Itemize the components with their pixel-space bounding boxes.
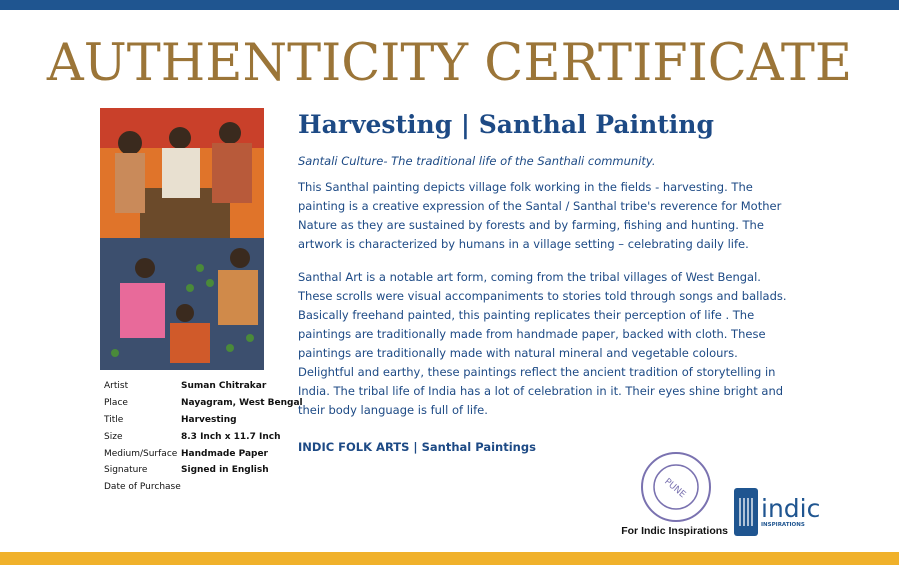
detail-row-size (104, 428, 303, 445)
signoff-text: For Indic Inspirations (621, 525, 728, 537)
detail-label: Title (104, 414, 124, 425)
artwork-subtitle: Santali Culture- The traditional life of the Santhali community. (298, 154, 656, 168)
description-paragraph: Santhal Art is a notable art form, coming from the tribal villages of West Bengal. These scrolls were visual accompaniments to stories told through songs and ballads. Basically freehand painted, this painting replicates their perception of life . The paintings are traditionally made from handmade paper, backed with cloth. These paintings are traditionally made with natural mineral and vegetable colours. Delightful and earthy, these paintings reflect the ancient tradition of storytelling in India. The tribal life of India has a lot of celebration in it. Their eyes shine bright and their body language is full of life. (298, 270, 787, 417)
detail-value: Handmade Paper (181, 448, 268, 459)
svg-text:PUNE: PUNE (662, 476, 688, 501)
top-bar (0, 0, 899, 10)
bottom-bar (0, 552, 899, 565)
detail-label: Size (104, 431, 123, 442)
pillar-icon (734, 488, 758, 536)
detail-row-title (104, 412, 303, 429)
detail-value: Suman Chitrakar (181, 381, 267, 392)
detail-label: Place (104, 398, 128, 409)
description-paragraph: This Santhal painting depicts village folk working in the fields - harvesting. The painting is a creative expression of the Santal / Santhal tribe's reverence for Mother Nature as they are sustained by forests and by farming, fishing and hunting. The artwork is characterized by humans in a village setting – celebrating daily life. (298, 180, 782, 251)
detail-label: Date of Purchase (104, 482, 181, 493)
logo-tagline: INSPIRATIONS (761, 522, 805, 528)
company-seal-stamp (640, 451, 712, 523)
detail-row-date (104, 479, 303, 496)
indic-inspirations-logo (734, 488, 820, 536)
detail-row-signature (104, 462, 303, 479)
artwork-heading: Harvesting | Santhal Painting (298, 110, 714, 139)
detail-value: Harvesting (181, 414, 237, 425)
detail-row-artist (104, 378, 303, 395)
artwork-details (104, 378, 303, 496)
detail-label: Signature (104, 465, 148, 476)
detail-value: 8.3 Inch x 11.7 Inch (181, 431, 281, 442)
detail-label: Artist (104, 381, 129, 392)
category-link[interactable]: INDIC FOLK ARTS | Santhal Paintings (298, 440, 536, 454)
certificate-title: AUTHENTICITY CERTIFICATE (46, 34, 853, 93)
painting-image (100, 108, 264, 370)
detail-row-medium (104, 445, 303, 462)
detail-row-place (104, 395, 303, 412)
detail-value: Signed in English (181, 465, 269, 476)
detail-value: Nayagram, West Bengal (181, 398, 303, 409)
logo-word: indic (761, 494, 821, 523)
artwork-description (298, 108, 788, 454)
detail-label: Medium/Surface (104, 448, 178, 459)
